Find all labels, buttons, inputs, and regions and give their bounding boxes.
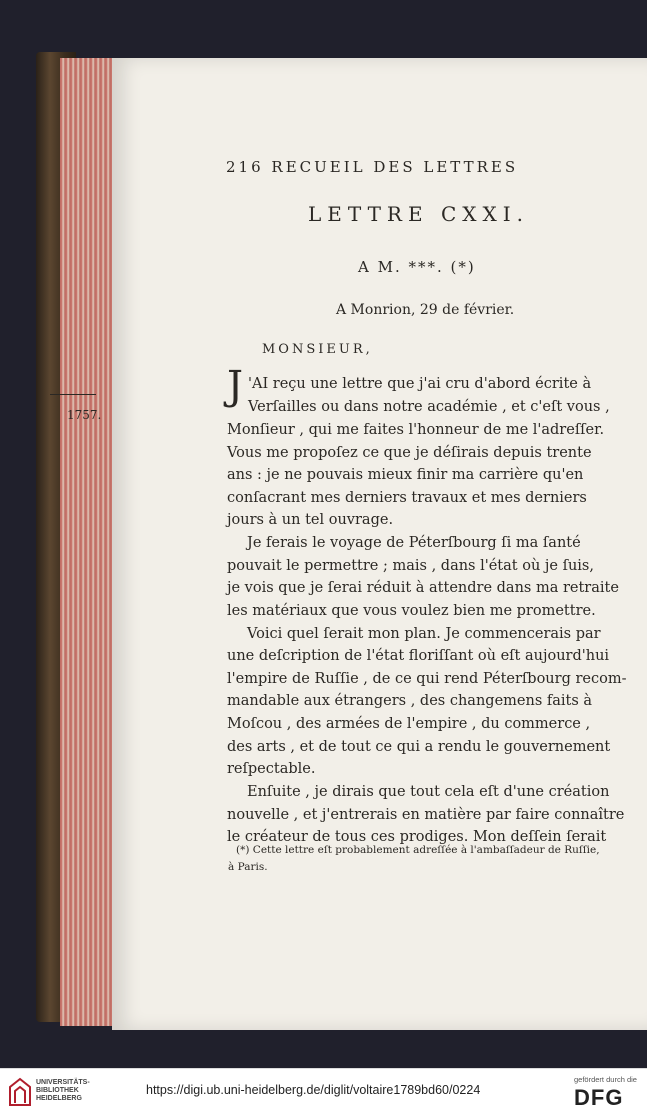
body-line: nouvelle , et j'entrerais en matière par faire connaître [227,807,625,823]
body-line: reſpectable. [227,761,316,777]
running-head: 216 RECUEIL DES LETTRES [226,158,519,176]
page-edges [60,58,118,1026]
place-date: A Monrion, 29 de février. [336,302,515,318]
drop-cap: J [227,363,244,409]
body-line: Verſailles ou dans notre académie , et c'eſt vous , [248,399,610,415]
body-line: ans : je ne pouvais mieux finir ma carrière qu'en [227,467,584,483]
viewer-footer [0,1068,647,1116]
footnote-line: à Paris. [228,861,268,873]
dfg-logo[interactable]: DFG [574,1085,624,1110]
body-line: l'empire de Ruſſie , de ce qui rend Péterſbourg recom- [227,671,627,687]
body-line: le créateur de tous ces prodiges. Mon deſſein ſerait [227,829,607,845]
body-line: Je ferais le voyage de Péterſbourg ſi ma ſanté [247,535,581,551]
library-name: UNIVERSITÄTS- BIBLIOTHEK HEIDELBERG [36,1079,90,1102]
body-line: Vous me propoſez ce que je déſirais depuis trente [227,445,592,461]
body-line: jours à un tel ouvrage. [227,512,394,528]
body-line: pouvait le permettre ; mais , dans l'état où je ſuis, [227,558,594,574]
body-line: Moſcou , des armées de l'empire , du commerce , [227,716,591,732]
university-library-logo-icon [8,1077,32,1107]
margin-year: 1757. [67,408,102,422]
book-page [67,58,647,1030]
letter-title: LETTRE CXXI. [308,202,529,226]
body-line: une deſcription de l'état floriſſant où eſt aujourd'hui [227,648,610,664]
body-line: mandable aux étrangers , des changemens faits à [227,693,593,709]
body-line: Monſieur , qui me faites l'honneur de me l'adreſſer. [227,422,605,438]
salutation: MONSIEUR, [262,342,373,357]
body-line: les matériaux que vous voulez bien me promettre. [227,603,596,619]
body-line: je vois que je ſerai réduit à attendre dans ma retraite [227,580,619,596]
page-url-link[interactable]: https://digi.ub.uni-heidelberg.de/diglit/voltaire1789bd60/0224 [146,1083,481,1097]
body-line: Voici quel ſerait mon plan. Je commencerais par [247,626,601,642]
body-line: des arts , et de tout ce qui a rendu le gouvernement [227,739,611,755]
addressee: A M. ***. (*) [358,258,476,276]
footnote-line: (*) Cette lettre eſt probablement adreſſée à l'ambaſſadeur de Ruſſie, [236,844,600,856]
funding-note: gefördert durch die [574,1075,637,1084]
body-line: conſacrant mes derniers travaux et mes derniers [227,490,587,506]
body-line: 'AI reçu une lettre que j'ai cru d'abord écrite à [248,376,592,392]
margin-dash [50,394,96,395]
body-line: Enſuite , je dirais que tout cela eſt d'une création [247,784,610,800]
